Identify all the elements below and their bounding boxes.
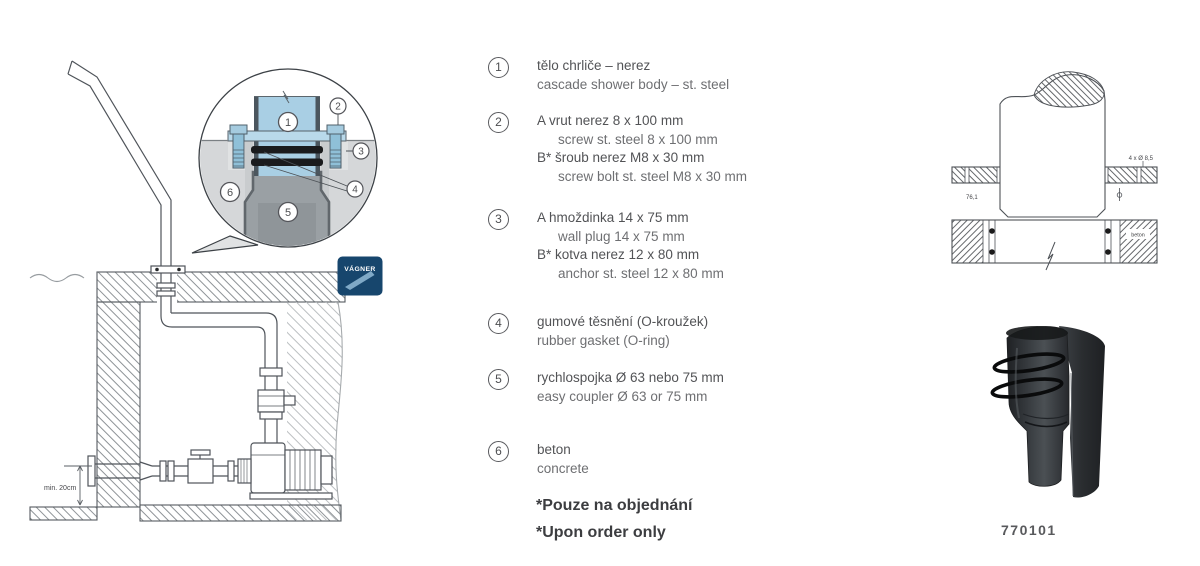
concrete-block	[952, 220, 1157, 270]
legend-item-4-number: 4	[488, 313, 509, 334]
legend-item-3	[488, 209, 724, 283]
detail-balloon	[192, 69, 377, 253]
logo-text: VÁGNER	[344, 266, 376, 273]
balloon-tail	[192, 236, 258, 253]
legend-item-1-en: cascade shower body – st. steel	[537, 76, 730, 92]
pipe-cut-hatch	[1034, 72, 1104, 107]
detail-oring-1	[251, 146, 323, 154]
flange-technical-drawing	[940, 60, 1170, 290]
coupler-photo-shapes	[991, 326, 1105, 498]
legend-item-3-line-b-en: anchor st. steel 12 x 80 mm	[558, 265, 724, 281]
legend-item-6-number: 6	[488, 441, 509, 462]
legend-item-3-line-a-en: wall plug 14 x 75 mm	[558, 228, 685, 244]
svg-text:1: 1	[284, 117, 292, 129]
legend-item-2-line-a-cz: A vrut nerez 8 x 100 mm	[537, 113, 684, 128]
installation-diagram	[0, 0, 470, 566]
cascade-shower-arm	[72, 61, 171, 266]
pump-motor	[285, 450, 321, 490]
concrete-label: beton	[1131, 232, 1145, 239]
coupler-product-photo	[987, 318, 1127, 503]
anchor-bolt	[989, 249, 995, 255]
product-code: 770101	[1001, 522, 1057, 538]
logo-background	[338, 257, 383, 296]
legend-item-3-number: 3	[488, 209, 509, 230]
legend-item-1	[488, 57, 729, 94]
svg-text:3: 3	[358, 146, 364, 158]
callout-5	[279, 203, 298, 222]
svg-text:2: 2	[335, 101, 341, 113]
legend-item-1-number: 1	[488, 57, 509, 78]
callout-6	[221, 183, 240, 202]
callout-4	[347, 181, 363, 197]
legend-item-2-line-b-en: screw bolt st. steel M8 x 30 mm	[558, 168, 748, 184]
legend-item-5-cz: rychlospojka Ø 63 nebo 75 mm	[537, 370, 724, 385]
legend-item-1-cz: tělo chrliče – nerez	[537, 58, 651, 73]
pool-deck	[97, 272, 345, 302]
legend-item-4-en: rubber gasket (O-ring)	[537, 332, 670, 348]
water-line	[30, 275, 84, 282]
legend-item-2-number: 2	[488, 112, 509, 133]
callout-2	[330, 98, 346, 114]
min-depth-label: min. 20cm	[44, 485, 77, 492]
order-notes	[536, 492, 692, 546]
pump-body	[251, 443, 285, 493]
machine-room-floor	[140, 505, 341, 521]
svg-text:6: 6	[226, 187, 234, 199]
pipe-section	[1000, 72, 1105, 217]
svg-text:4: 4	[352, 184, 358, 196]
detail-oring-2	[251, 159, 323, 167]
legend-item-3-line-a-cz: A hmoždinka 14 x 75 mm	[537, 210, 689, 225]
legend-item-4-cz: gumové těsnění (O-kroužek)	[537, 314, 709, 329]
detail-bolt-left	[230, 125, 247, 168]
wall-conduit-flange	[88, 456, 95, 486]
legend-item-2-line-a-en: screw st. steel 8 x 100 mm	[558, 131, 718, 147]
coupler-opening	[1006, 326, 1068, 340]
note-en: *Upon order only	[536, 524, 666, 541]
anchor-bolt	[1105, 249, 1111, 255]
pool-floor	[30, 507, 97, 520]
legend-item-4	[488, 313, 708, 350]
legend-item-5-number: 5	[488, 369, 509, 390]
note-cz: *Pouze na objednání	[536, 497, 693, 514]
legend-item-6-cz: beton	[537, 442, 571, 457]
vagner-logo	[337, 256, 383, 296]
callout-3	[353, 143, 369, 159]
pipe-union	[260, 368, 282, 376]
svg-text:5: 5	[284, 207, 292, 219]
valve-suction	[188, 459, 213, 483]
anchor-bolt	[989, 228, 995, 234]
legend-item-3-line-b-cz: B* kotva nerez 12 x 80 mm	[537, 247, 700, 263]
legend-item-2	[488, 112, 747, 186]
anchor-bolt	[1105, 228, 1111, 234]
callout-1	[279, 113, 298, 132]
pool-wall	[97, 302, 140, 507]
legend-item-6	[488, 441, 589, 478]
legend-item-2-line-b-cz: B* šroub nerez M8 x 30 mm	[537, 150, 705, 166]
legend-item-5-en: easy coupler Ø 63 or 75 mm	[537, 388, 708, 404]
detail-bolt-right	[327, 125, 344, 168]
legend	[488, 0, 828, 566]
datum-symbol	[1117, 188, 1122, 201]
valve-vertical	[258, 390, 284, 412]
legend-item-5	[488, 369, 724, 406]
legend-item-6-en: concrete	[537, 460, 589, 476]
holes-dimension-label: 4 x Ø 8,5	[1128, 156, 1153, 162]
pipe-diameter-label: 76,1	[966, 195, 978, 201]
